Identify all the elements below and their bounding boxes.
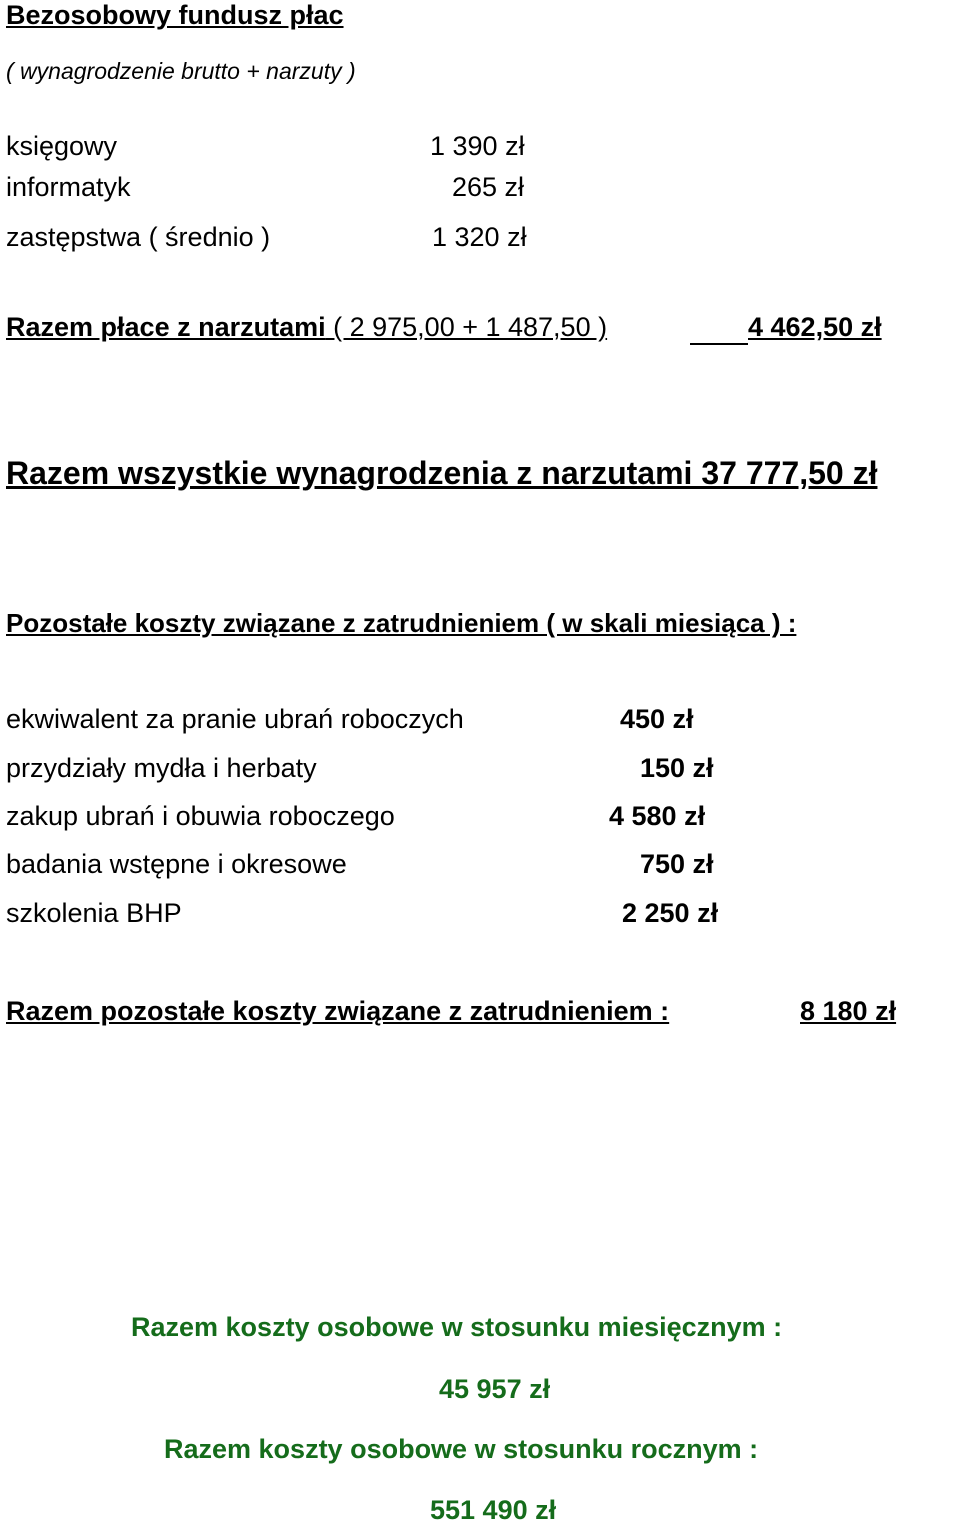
cost-label-zakup: zakup ubrań i obuwia roboczego bbox=[6, 801, 395, 831]
all-wages-total: Razem wszystkie wynagrodzenia z narzutami 37 777,50 zł bbox=[6, 455, 878, 491]
row-label-ksiegowy: księgowy bbox=[6, 131, 118, 161]
cost-value-zakup: 4 580 zł bbox=[609, 801, 706, 831]
cost-value-szkolenia: 2 250 zł bbox=[622, 898, 719, 928]
underline-divider bbox=[690, 343, 748, 345]
wages-total-label-text: Razem płace z narzutami bbox=[6, 312, 326, 342]
row-value-zastepstwa: 1 320 zł bbox=[432, 222, 527, 252]
row-label-zastepstwa: zastępstwa ( średnio ) bbox=[6, 222, 271, 252]
cost-value-ekwiwalent: 450 zł bbox=[620, 704, 694, 734]
cost-label-ekwiwalent: ekwiwalent za pranie ubrań roboczych bbox=[6, 704, 464, 734]
cost-value-badania: 750 zł bbox=[640, 849, 714, 879]
wages-total-value: 4 462,50 zł bbox=[748, 312, 882, 342]
yearly-total-value: 551 490 zł bbox=[430, 1495, 557, 1525]
monthly-total-value: 45 957 zł bbox=[439, 1374, 551, 1404]
wages-total-formula: ( 2 975,00 + 1 487,50 ) bbox=[325, 312, 608, 342]
cost-value-przydzialy: 150 zł bbox=[640, 753, 714, 783]
yearly-total-label: Razem koszty osobowe w stosunku rocznym : bbox=[164, 1434, 759, 1464]
other-costs-heading: Pozostałe koszty związane z zatrudnieniem ( w skali miesiąca ) : bbox=[6, 608, 797, 638]
cost-label-przydzialy: przydziały mydła i herbaty bbox=[6, 753, 317, 783]
cost-label-szkolenia: szkolenia BHP bbox=[6, 898, 182, 928]
monthly-total-label: Razem koszty osobowe w stosunku miesięcznym : bbox=[131, 1312, 783, 1342]
row-value-ksiegowy: 1 390 zł bbox=[430, 131, 525, 161]
page-title: Bezosobowy fundusz płac bbox=[6, 0, 344, 30]
other-costs-total-label: Razem pozostałe koszty związane z zatrudnieniem : bbox=[6, 996, 670, 1026]
wages-total-label bbox=[6, 312, 607, 343]
page-subtitle: ( wynagrodzenie brutto + narzuty ) bbox=[6, 58, 356, 84]
row-value-informatyk: 265 zł bbox=[452, 172, 525, 202]
other-costs-total-value: 8 180 zł bbox=[800, 996, 897, 1026]
row-label-informatyk: informatyk bbox=[6, 172, 131, 202]
cost-label-badania: badania wstępne i okresowe bbox=[6, 849, 347, 879]
